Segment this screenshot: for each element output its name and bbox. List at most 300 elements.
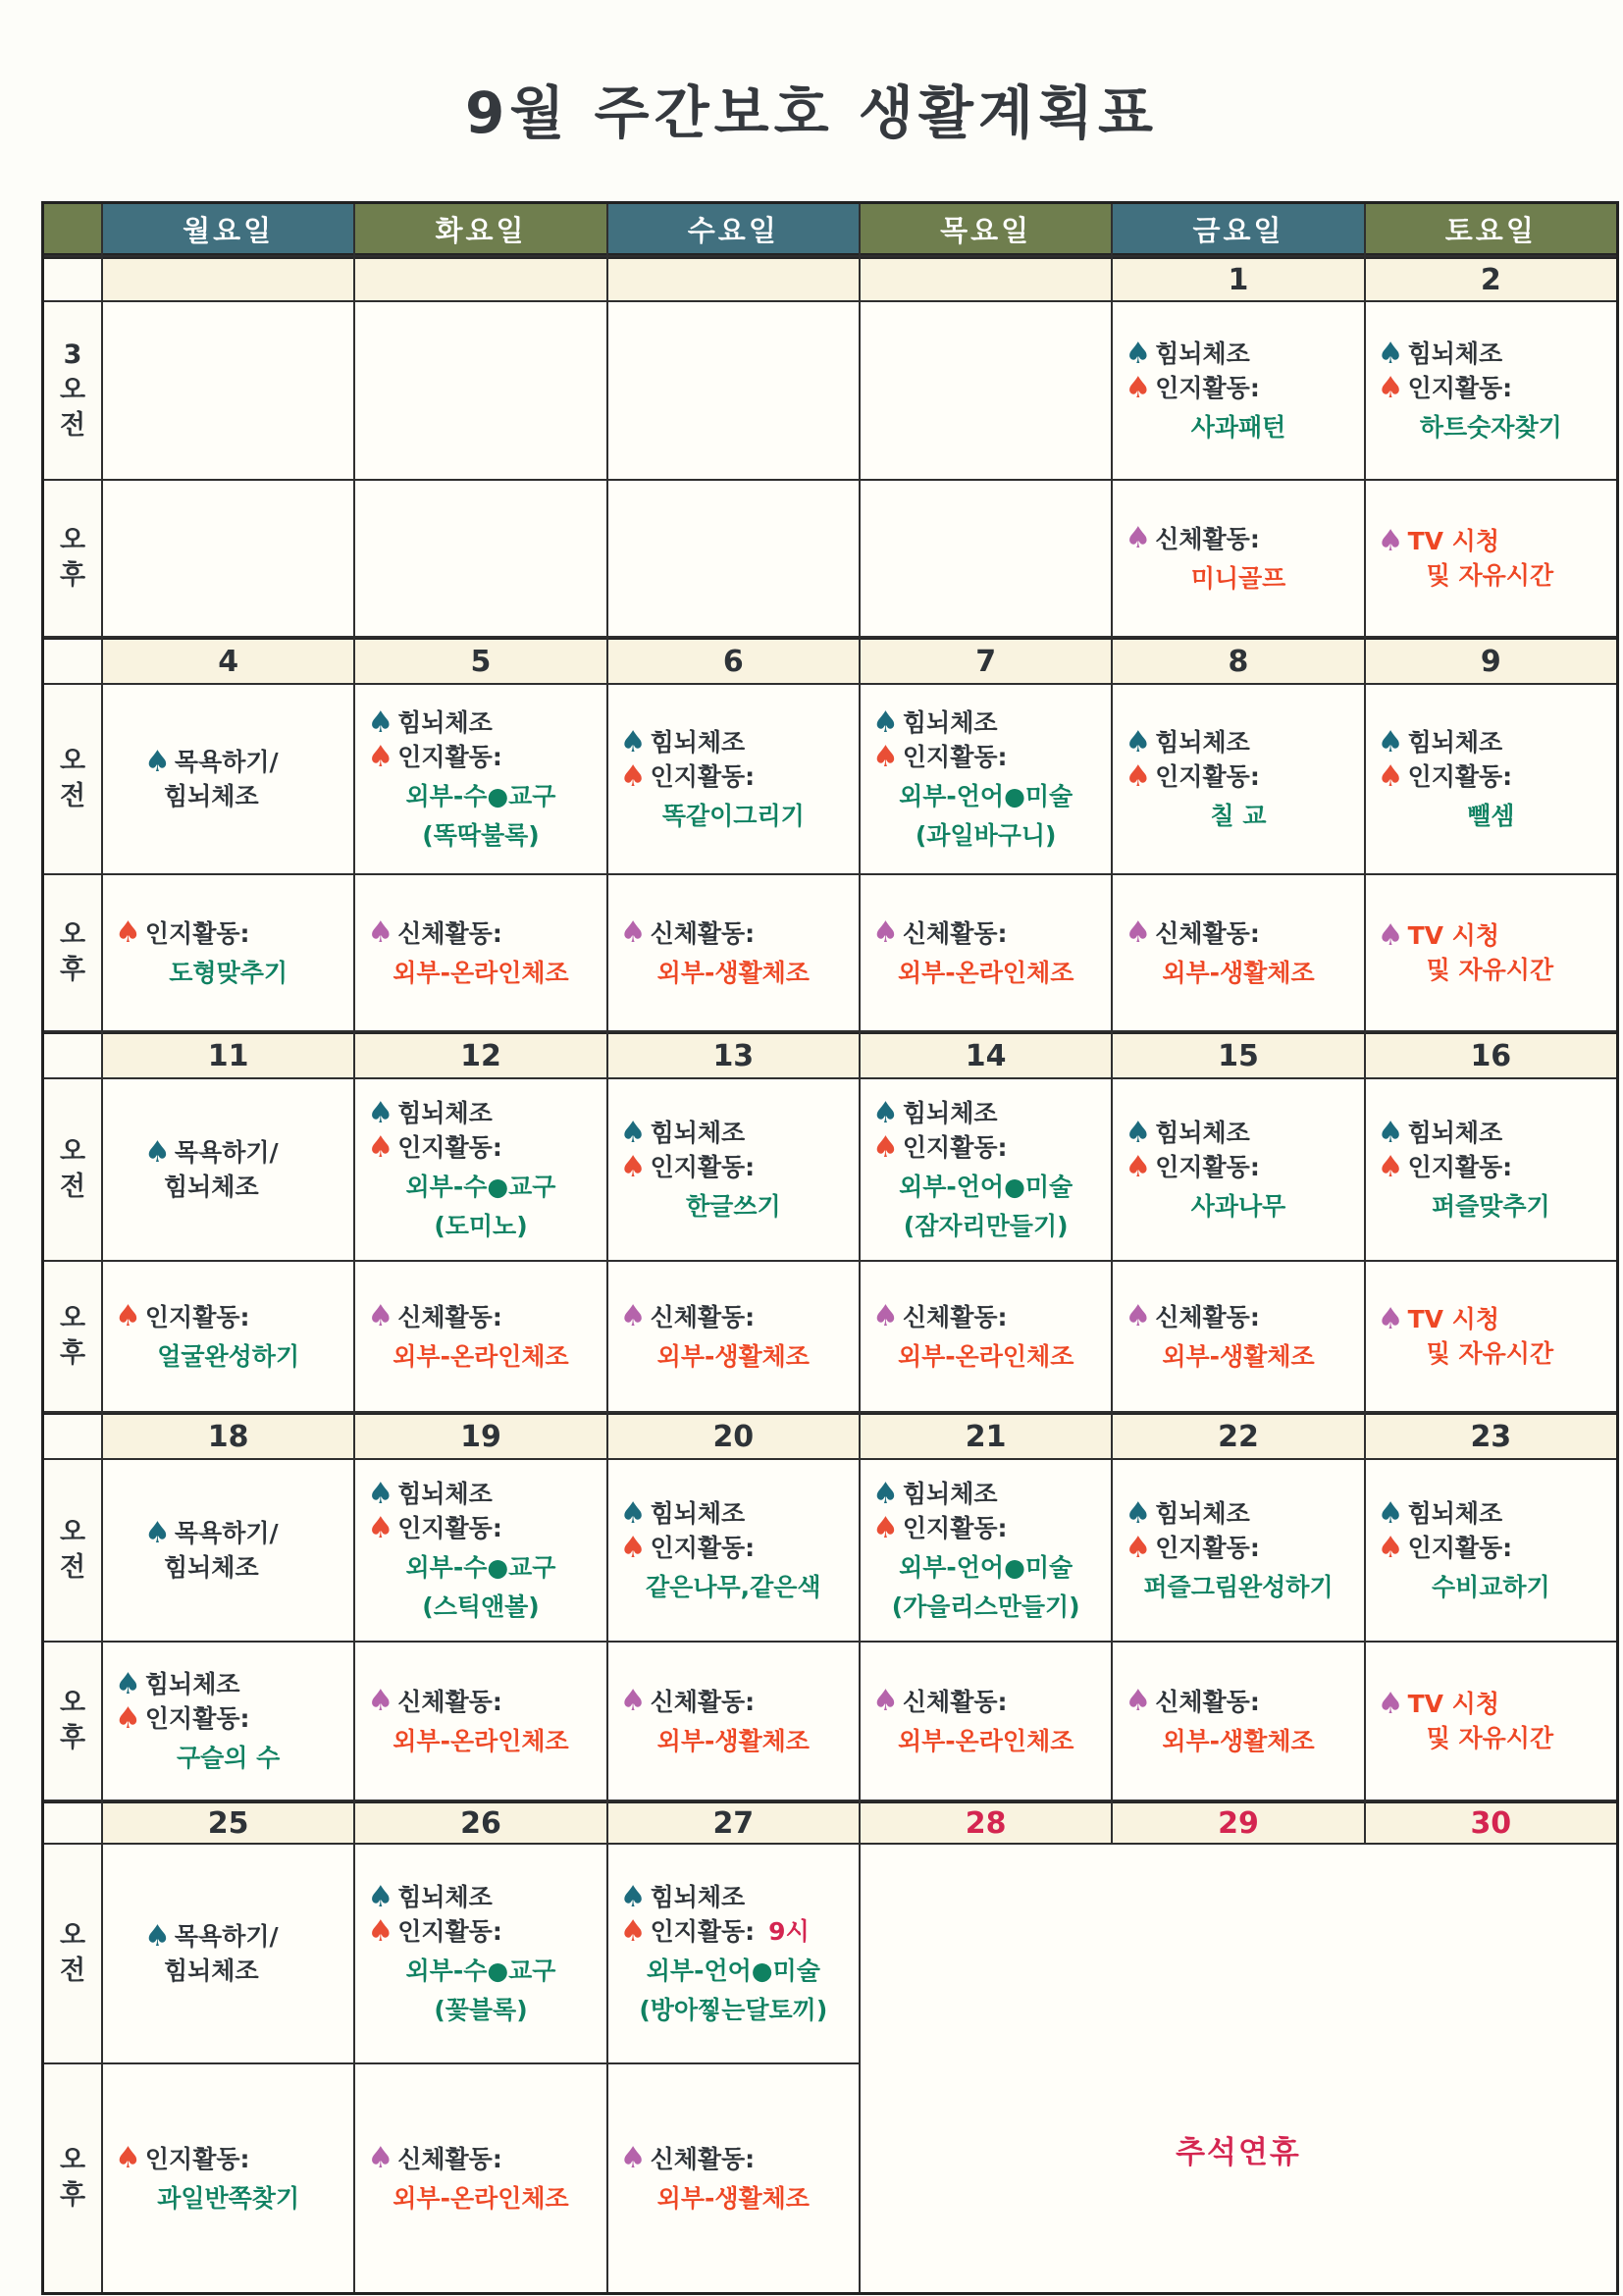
calendar-cell-morning — [608, 1845, 859, 2062]
calendar-cell-afternoon — [608, 1262, 859, 1411]
date-number: 7 — [861, 638, 1111, 683]
activity-text: 미니골프 — [1190, 563, 1286, 593]
calendar-cell-morning — [1113, 1460, 1363, 1641]
spade-icon: ♠ — [367, 1879, 394, 1914]
date-number: 12 — [355, 1032, 605, 1077]
day-header-tue: 화요일 — [355, 204, 605, 255]
row-label-char: 후 — [59, 1338, 86, 1369]
calendar-cell-morning — [608, 302, 859, 479]
spade-icon: ♠ — [871, 1129, 899, 1165]
activity-line — [1117, 759, 1359, 794]
activity-text: 인지활동: — [1155, 374, 1260, 402]
activity-text: 힘뇌체조 — [164, 1553, 259, 1582]
activity-text: 힘뇌체조 — [164, 1957, 259, 1985]
spade-icon: ♠ — [1125, 1115, 1152, 1150]
activity-line — [1117, 1189, 1359, 1224]
activity-line — [1370, 1531, 1612, 1565]
activity-text: 힘뇌체조 — [650, 1883, 746, 1911]
activity-line — [359, 2181, 602, 2216]
activity-line — [107, 1919, 349, 1954]
activity-text: 인지활동: — [902, 1133, 1008, 1162]
activity-line — [359, 1880, 602, 1914]
activity-text: 목욕하기/ — [174, 1138, 279, 1167]
activity-text: 퍼즐그림완성하기 — [1143, 1573, 1334, 1601]
calendar-cell-afternoon — [103, 1262, 353, 1411]
activity-text: 신체활동: — [902, 1687, 1008, 1716]
calendar-cell-afternoon — [355, 875, 605, 1030]
activity-text: 힘뇌체조 — [902, 1099, 998, 1127]
calendar-cell-morning — [861, 302, 1111, 479]
activity-text: 및 자유시간 — [1426, 561, 1554, 590]
activity-text: 힘뇌체조 — [397, 708, 493, 737]
activity-line — [864, 1130, 1107, 1165]
activity-line — [359, 818, 602, 853]
activity-text: TV 시청 — [1407, 921, 1499, 950]
spade-icon: ♠ — [367, 915, 394, 950]
activity-line — [107, 1135, 349, 1170]
activity-line — [359, 1914, 602, 1949]
activity-text: 힘뇌체조 — [1407, 1499, 1503, 1528]
row-label-char: 오 — [59, 919, 86, 950]
activity-text: TV 시청 — [1407, 527, 1499, 555]
holiday-cell — [861, 1845, 1616, 2292]
activity-text: 외부-생활체조 — [656, 958, 810, 987]
activity-line — [1370, 725, 1612, 759]
spade-icon: ♠ — [1377, 1301, 1404, 1336]
activity-line — [864, 705, 1107, 740]
activity-text: 신체활동: — [397, 2144, 502, 2173]
activity-text: 힘뇌체조 — [650, 728, 746, 757]
spade-icon: ♠ — [367, 1129, 394, 1165]
activity-text: 외부-언어●미술 — [899, 782, 1073, 810]
spade-icon: ♠ — [1377, 1115, 1404, 1150]
activity-line — [359, 1511, 602, 1545]
spade-icon: ♠ — [871, 704, 899, 740]
activity-line — [107, 1667, 349, 1701]
activity-text: 힘뇌체조 — [1407, 339, 1503, 368]
activity-line — [359, 740, 602, 774]
row-label-char: 후 — [59, 560, 86, 591]
spade-icon: ♠ — [1377, 1686, 1404, 1721]
calendar-cell-afternoon — [1366, 1262, 1616, 1411]
activity-text: 과일반쪽찾기 — [157, 2183, 300, 2213]
date-number — [355, 257, 605, 300]
activity-line — [359, 1477, 602, 1511]
activity-line — [612, 1150, 855, 1184]
activity-line — [864, 1590, 1107, 1624]
activity-line — [107, 1701, 349, 1736]
activity-text: 신체활동: — [650, 2144, 756, 2173]
calendar-cell-afternoon — [355, 1643, 605, 1800]
calendar-cell-morning — [355, 1460, 605, 1641]
activity-line — [107, 779, 349, 813]
activity-text: 인지활동: — [144, 2144, 250, 2173]
row-label-empty — [44, 257, 101, 300]
activity-line — [1117, 956, 1359, 990]
activity-text: 외부-생활체조 — [1162, 1726, 1315, 1755]
row-label-char: 오 — [59, 375, 86, 405]
activity-line — [1370, 799, 1612, 833]
date-number: 5 — [355, 638, 605, 683]
activity-text: 힘뇌체조 — [902, 1480, 998, 1508]
date-number: 1 — [1113, 257, 1363, 300]
activity-line — [1117, 725, 1359, 759]
spade-icon: ♠ — [1377, 917, 1404, 953]
spade-icon: ♠ — [871, 1476, 899, 1511]
date-number: 13 — [608, 1032, 859, 1077]
row-label-morning — [44, 1460, 101, 1641]
activity-line — [612, 1993, 855, 2027]
spade-icon: ♠ — [619, 758, 647, 794]
calendar-cell-afternoon — [355, 481, 605, 636]
activity-line — [107, 1300, 349, 1334]
activity-line — [107, 1170, 349, 1204]
activity-line — [107, 745, 349, 779]
calendar-cell-morning — [608, 1460, 859, 1641]
date-number: 16 — [1366, 1032, 1616, 1077]
spade-icon: ♠ — [871, 1095, 899, 1130]
activity-text: 사과패턴 — [1190, 413, 1286, 442]
activity-line — [612, 1685, 855, 1719]
spade-icon: ♠ — [367, 1510, 394, 1545]
activity-line — [1117, 410, 1359, 444]
calendar-cell-morning — [1113, 685, 1363, 873]
date-number: 21 — [861, 1413, 1111, 1458]
row-label-morning — [44, 685, 101, 873]
activity-line — [359, 1209, 602, 1243]
activity-line — [612, 1531, 855, 1565]
calendar-cell-morning — [608, 1079, 859, 1260]
spade-icon: ♠ — [619, 1495, 647, 1531]
row-label-afternoon — [44, 1643, 101, 1800]
activity-text: 인지활동: — [397, 743, 502, 771]
activity-text: 뺄셈 — [1467, 802, 1515, 830]
activity-line — [1370, 558, 1612, 593]
date-number: 28 — [861, 1801, 1111, 1843]
activity-line — [359, 1339, 602, 1374]
day-header-mon: 월요일 — [103, 204, 353, 255]
activity-text: 인지활동: — [397, 1133, 502, 1162]
activity-text: 신체활동: — [1155, 1687, 1260, 1716]
activity-text: 힘뇌체조 — [1155, 339, 1250, 368]
activity-line — [612, 916, 855, 951]
calendar-cell-morning — [608, 685, 859, 873]
date-number: 2 — [1366, 257, 1616, 300]
activity-line — [612, 1496, 855, 1531]
activity-text: 외부-언어●미술 — [899, 1553, 1073, 1582]
activity-text: 얼굴완성하기 — [157, 1341, 300, 1371]
activity-line — [864, 779, 1107, 813]
activity-text: 및 자유시간 — [1426, 1724, 1554, 1752]
activity-text: 신체활동: — [650, 1687, 756, 1716]
row-label-char: 오 — [59, 2145, 86, 2175]
activity-text: 외부-수●교구 — [405, 782, 556, 810]
activity-text: 인지활동: — [397, 1917, 502, 1946]
calendar-cell-afternoon — [1113, 1262, 1363, 1411]
calendar-cell-morning — [103, 1079, 353, 1260]
activity-line — [107, 1741, 349, 1775]
spade-icon: ♠ — [1377, 1530, 1404, 1565]
spade-icon: ♠ — [871, 1684, 899, 1718]
activity-line — [1117, 1685, 1359, 1719]
activity-text: 신체활동: — [650, 1302, 756, 1331]
spade-icon: ♠ — [367, 1684, 394, 1718]
calendar-cell-morning — [355, 1079, 605, 1260]
spade-icon: ♠ — [1125, 1149, 1152, 1184]
activity-text: 외부-생활체조 — [1162, 958, 1315, 987]
activity-text: 외부-생활체조 — [656, 1726, 810, 1755]
corner-header-cell — [44, 204, 101, 255]
calendar-cell-morning — [355, 685, 605, 873]
activity-line — [1117, 371, 1359, 405]
activity-text: 외부-생활체조 — [656, 2183, 810, 2213]
activity-line — [107, 956, 349, 990]
activity-text: 신체활동: — [1155, 1302, 1260, 1331]
activity-line — [612, 2142, 855, 2176]
activity-text: 힘뇌체조 — [1155, 1119, 1250, 1147]
activity-text: 외부-온라인체조 — [897, 1341, 1074, 1371]
row-label-afternoon — [44, 481, 101, 636]
spade-icon: ♠ — [144, 744, 171, 779]
calendar-cell-morning — [1366, 1079, 1616, 1260]
calendar-cell-afternoon — [861, 481, 1111, 636]
row-label-char: 오 — [59, 525, 86, 555]
activity-line — [359, 1300, 602, 1334]
activity-text: 힘뇌체조 — [1155, 1499, 1250, 1528]
activity-text: 인지활동: — [144, 1704, 250, 1733]
activity-text: 힘뇌체조 — [164, 1173, 259, 1201]
calendar-cell-afternoon — [1366, 875, 1616, 1030]
spade-icon: ♠ — [1125, 1299, 1152, 1333]
activity-line — [612, 725, 855, 759]
row-label-char: 전 — [59, 781, 86, 811]
activity-line — [864, 1096, 1107, 1130]
row-label-char: 오 — [59, 1688, 86, 1718]
activity-text: 외부-온라인체조 — [393, 2183, 569, 2213]
activity-text: 외부-온라인체조 — [897, 958, 1074, 987]
activity-text: (잠자리만들기) — [903, 1212, 1069, 1240]
spade-icon: ♠ — [367, 1299, 394, 1333]
activity-text: (도미노) — [434, 1212, 528, 1240]
activity-line — [1370, 1189, 1612, 1224]
spade-icon: ♠ — [1125, 521, 1152, 555]
spade-icon: ♠ — [367, 2141, 394, 2175]
row-label-char: 3 — [63, 339, 82, 370]
activity-text: 인지활동: — [650, 1534, 756, 1562]
row-label-morning — [44, 302, 101, 479]
spade-icon: ♠ — [144, 1134, 171, 1170]
activity-text: 인지활동: — [144, 918, 250, 948]
spade-icon: ♠ — [1377, 758, 1404, 794]
spade-icon: ♠ — [115, 1299, 141, 1333]
activity-text: 힘뇌체조 — [164, 782, 259, 810]
activity-line — [359, 1993, 602, 2027]
activity-line — [612, 1339, 855, 1374]
activity-line — [864, 1724, 1107, 1758]
activity-text: 인지활동: — [1407, 762, 1513, 791]
row-label-char: 전 — [59, 1552, 86, 1583]
spade-icon: ♠ — [1125, 336, 1152, 371]
spade-icon: ♠ — [367, 739, 394, 774]
activity-line — [1117, 1116, 1359, 1150]
activity-text: 인지활동: — [1155, 1534, 1260, 1562]
activity-text: (과일바구니) — [915, 821, 1057, 850]
activity-text: 도형맞추기 — [169, 958, 288, 987]
activity-line — [107, 1339, 349, 1374]
date-number: 9 — [1366, 638, 1616, 683]
activity-line — [612, 1189, 855, 1224]
spade-icon: ♠ — [871, 739, 899, 774]
date-number: 20 — [608, 1413, 859, 1458]
row-label-char: 후 — [59, 955, 86, 985]
date-number — [103, 257, 353, 300]
activity-text: 인지활동: — [902, 743, 1008, 771]
activity-text: (가을리스만들기) — [891, 1592, 1080, 1621]
activity-text: (똑딱불록) — [422, 821, 540, 850]
date-number — [861, 257, 1111, 300]
activity-line — [612, 759, 855, 794]
activity-line — [1370, 1570, 1612, 1604]
spade-icon: ♠ — [115, 2141, 141, 2175]
spade-icon: ♠ — [1125, 1684, 1152, 1718]
activity-text: 인지활동: — [1155, 762, 1260, 791]
spade-icon: ♠ — [871, 1299, 899, 1333]
activity-text: 외부-생활체조 — [656, 1341, 810, 1371]
activity-text: 신체활동: — [902, 1302, 1008, 1331]
activity-text: 힘뇌체조 — [397, 1480, 493, 1508]
activity-text: 인지활동: — [397, 1514, 502, 1542]
row-label-afternoon — [44, 1262, 101, 1411]
calendar-cell-afternoon — [1366, 481, 1616, 636]
activity-line — [864, 818, 1107, 853]
spade-icon: ♠ — [1377, 1149, 1404, 1184]
activity-text: 힘뇌체조 — [397, 1883, 493, 1911]
activity-text: 인지활동: — [650, 1153, 756, 1181]
activity-line — [1370, 1302, 1612, 1336]
activity-line — [612, 2181, 855, 2216]
spade-icon: ♠ — [619, 2141, 647, 2175]
activity-line — [359, 1130, 602, 1165]
spade-icon: ♠ — [619, 915, 647, 950]
activity-text: (스틱앤볼) — [422, 1592, 540, 1621]
activity-line — [1117, 1724, 1359, 1758]
activity-text: 외부-언어●미술 — [646, 1957, 820, 1985]
activity-line — [864, 1477, 1107, 1511]
row-label-char: 후 — [59, 2180, 86, 2211]
date-number: 26 — [355, 1801, 605, 1843]
activity-line — [864, 740, 1107, 774]
activity-line — [1370, 759, 1612, 794]
calendar-cell-afternoon — [355, 2064, 605, 2292]
activity-text: 인지활동: — [1155, 1153, 1260, 1181]
calendar-cell-afternoon — [1113, 1643, 1363, 1800]
calendar-cell-morning — [1113, 302, 1363, 479]
calendar-cell-afternoon — [103, 1643, 353, 1800]
activity-line — [359, 956, 602, 990]
day-header-thu: 목요일 — [861, 204, 1111, 255]
spade-icon: ♠ — [1377, 1495, 1404, 1531]
calendar-table — [41, 201, 1619, 2295]
row-label-empty — [44, 1413, 101, 1458]
activity-line — [864, 1511, 1107, 1545]
activity-text: 신체활동: — [397, 1687, 502, 1716]
activity-line — [1117, 1300, 1359, 1334]
spade-icon: ♠ — [619, 1530, 647, 1565]
activity-line — [1117, 916, 1359, 951]
activity-text: 외부-언어●미술 — [899, 1173, 1073, 1201]
date-number: 27 — [608, 1801, 859, 1843]
activity-text: 외부-수●교구 — [405, 1553, 556, 1582]
row-label-empty — [44, 1032, 101, 1077]
activity-line — [107, 916, 349, 951]
date-number: 22 — [1113, 1413, 1363, 1458]
activity-line — [359, 1724, 602, 1758]
activity-line — [612, 1914, 855, 1949]
activity-line — [1117, 522, 1359, 556]
day-header-sat: 토요일 — [1366, 204, 1616, 255]
row-label-char: 오 — [59, 1303, 86, 1333]
calendar-cell-afternoon — [1113, 481, 1363, 636]
activity-line — [864, 916, 1107, 951]
calendar-cell-afternoon — [103, 875, 353, 1030]
activity-text: 외부-온라인체조 — [393, 958, 569, 987]
activity-line — [107, 2181, 349, 2216]
activity-text: 신체활동: — [1155, 524, 1260, 553]
activity-text: 퍼즐맞추기 — [1431, 1192, 1550, 1221]
row-label-morning — [44, 1845, 101, 2062]
calendar-cell-afternoon — [103, 481, 353, 636]
activity-line — [1370, 1496, 1612, 1531]
spade-icon: ♠ — [1125, 915, 1152, 950]
spade-icon: ♠ — [115, 1700, 141, 1736]
date-number: 18 — [103, 1413, 353, 1458]
activity-text: 신체활동: — [397, 1302, 502, 1331]
activity-text: 외부-수●교구 — [405, 1173, 556, 1201]
date-number: 6 — [608, 638, 859, 683]
calendar-cell-afternoon — [608, 2064, 859, 2292]
spade-icon: ♠ — [619, 1684, 647, 1718]
activity-line — [107, 2142, 349, 2176]
spade-icon: ♠ — [619, 1913, 647, 1949]
date-number: 4 — [103, 638, 353, 683]
activity-text: 칠 교 — [1210, 802, 1267, 830]
row-label-char: 후 — [59, 1723, 86, 1753]
activity-text: 목욕하기/ — [174, 1519, 279, 1547]
row-label-afternoon — [44, 2064, 101, 2292]
activity-text: 인지활동: — [650, 1917, 756, 1946]
activity-line — [1117, 799, 1359, 833]
activity-line — [359, 2142, 602, 2176]
calendar-cell-afternoon — [608, 875, 859, 1030]
activity-line — [1117, 1150, 1359, 1184]
activity-text: 신체활동: — [902, 918, 1008, 948]
activity-line — [864, 1170, 1107, 1204]
spade-icon: ♠ — [619, 1299, 647, 1333]
row-label-char: 전 — [59, 1172, 86, 1202]
activity-text: 힘뇌체조 — [144, 1670, 240, 1698]
activity-line — [359, 779, 602, 813]
activity-line — [1117, 1339, 1359, 1374]
day-header-fri: 금요일 — [1113, 204, 1363, 255]
spade-icon: ♠ — [367, 1476, 394, 1511]
row-label-empty — [44, 638, 101, 683]
activity-line — [1117, 1496, 1359, 1531]
row-label-char: 전 — [59, 1956, 86, 1986]
activity-line — [864, 1685, 1107, 1719]
activity-text: 인지활동: — [650, 762, 756, 791]
spade-icon: ♠ — [1377, 724, 1404, 759]
calendar-cell-morning — [861, 685, 1111, 873]
